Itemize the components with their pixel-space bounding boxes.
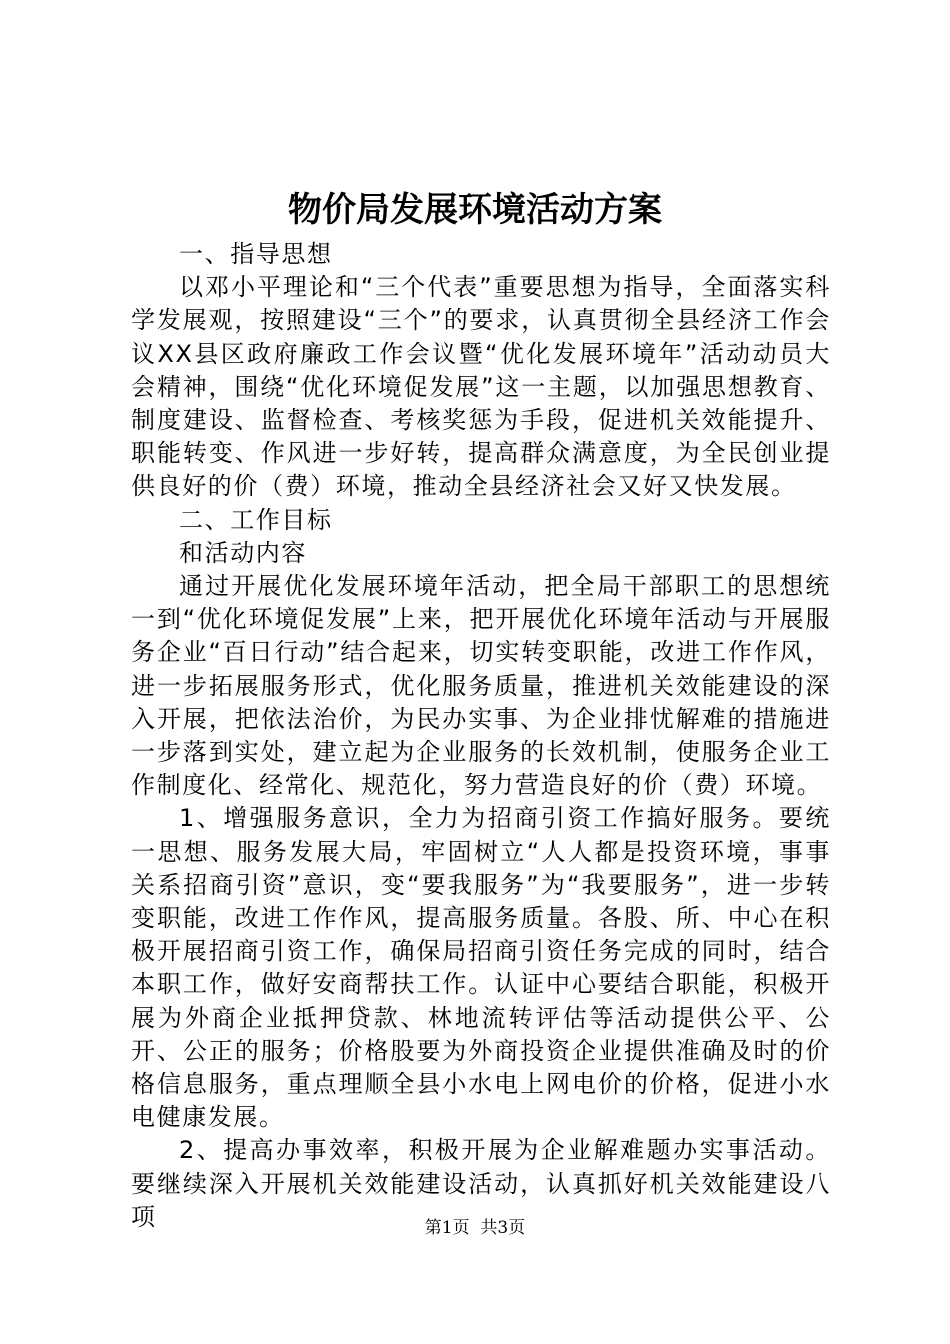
paragraph-item-1: 1、增强服务意识，全力为招商引资工作搞好服务。要统一思想、服务发展大局，牢固树立“人人都是投资环境，事事关系招商引资”意识，变“要我服务”为“我要服务”，进一步转变职能，改进工作作风，提高服务质量。各股、所、中心在积极开展招商引资工作，确保局招商引资任务完成的同时，结合本职工作，做好安商帮扶工作。认证中心要结合职能，积极开展为外商企业抵押贷款、林地流转评估等活动提供公平、公开、公正的服务；价格股要为外商投资企业提供准确及时的价格信息服务，重点理顺全县小水电上网电价的价格，促进小水电健康发展。 [131, 804, 831, 1132]
page-footer [0, 1216, 950, 1240]
section-heading-guiding-ideology: 一、指导思想 [179, 240, 333, 268]
section-heading-work-goals: 二、工作目标 [179, 505, 333, 534]
paragraph-item-2: 2、提高办事效率，积极开展为企业解难题办实事活动。要继续深入开展机关效能建设活动，认真抓好机关效能建设八项 [131, 1136, 831, 1231]
document-title: 物价局发展环境活动方案 [288, 190, 662, 230]
paragraph-guiding-ideology: 以邓小平理论和“三个代表”重要思想为指导，全面落实科学发展观，按照建设“三个”的要求，认真贯彻全县经济工作会议XX县区政府廉政工作会议暨“优化发展环境年”活动动员大会精神，围绕“优化环境促发展”这一主题，以加强思想教育、制度建设、监督检查、考核奖惩为手段，促进机关效能提升、职能转变、作风进一步好转，提高群众满意度，为全民创业提供良好的价（费）环境，推动全县经济社会又好又快发展。 [131, 273, 831, 501]
paragraph-work-goals: 通过开展优化发展环境年活动，把全局干部职工的思想统一到“优化环境促发展”上来，把开展优化环境年活动与开展服务企业“百日行动”结合起来，切实转变职能，改进工作作风，进一步拓展服务形式，优化服务质量，推进机关效能建设的深入开展，把依法治价，为民办实事、为企业排忧解难的措施进一步落到实处，建立起为企业服务的长效机制，使服务企业工作制度化、经常化、规范化，努力营造良好的价（费）环境。 [131, 572, 831, 800]
document-body [131, 238, 831, 1234]
page-total: 共3页 [480, 1218, 526, 1238]
page-number: 第1页 [424, 1218, 470, 1238]
section-heading-activity-content: 和活动内容 [179, 538, 307, 567]
